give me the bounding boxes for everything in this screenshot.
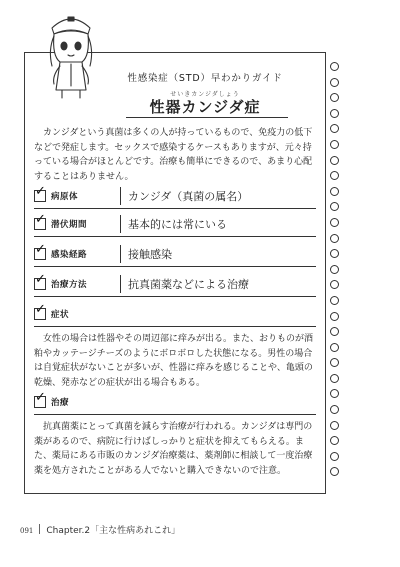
field-label: 潜伏期間 <box>51 220 88 230</box>
field-underline <box>34 236 316 237</box>
check-icon: ✓ <box>35 272 46 287</box>
check-icon: ✓ <box>35 302 46 317</box>
nurse-mascot-illustration <box>38 6 104 102</box>
check-icon: ✓ <box>35 242 46 257</box>
field-value: 抗真菌薬などによる治療 <box>128 278 249 291</box>
page-title: 性器カンジダ症 <box>149 98 261 116</box>
section-header-treatment <box>34 390 316 416</box>
field-value: 接触感染 <box>128 248 172 261</box>
chapter-title: Chapter.2「主な性病あれこれ」 <box>46 526 181 536</box>
field-label: 治療方法 <box>51 280 88 290</box>
section-underline <box>34 414 316 415</box>
footer-divider <box>39 524 40 534</box>
symptoms-paragraph: 女性の場合は性器やその周辺部に痒みが出る。また、おりものが酒粕やカッテージチーズのようにボロボロした状態になる。男性の場合は自覚症状がないことが多いが、性器に痒みを感じることや、亀頭の乾燥、発赤などの症状が出る場合もある。 <box>34 334 314 388</box>
treatment-paragraph: 抗真菌薬にとって真菌を減らす治療が行われる。カンジダは専門の薬があるので、病院に行けばしっかりと症状を抑えてもらえる。また、薬局にある市販のカンジダ治療薬は、薬剤師に相談して一度治療薬を処方されたことがある人でないと購入できないので注意。 <box>34 422 313 476</box>
field-divider <box>120 245 121 263</box>
field-underline <box>34 296 316 297</box>
page-footer <box>20 523 180 536</box>
field-value: 基本的には常にいる <box>128 218 227 231</box>
field-divider <box>120 187 121 205</box>
field-underline <box>34 208 316 209</box>
field-divider <box>120 215 121 233</box>
check-icon: ✓ <box>35 390 46 405</box>
field-row-transmission <box>34 242 316 268</box>
section-label: 治療 <box>51 398 70 408</box>
title-underline <box>126 117 288 118</box>
section-header-symptoms <box>34 302 316 328</box>
intro-paragraph: カンジダという真菌は多くの人が持っているもので、免疫力の低下などで発症します。セックスで感染するケースもありますが、元々持っている場合がほとんどです。治療も簡単にできるので、あまり心配することはありません。 <box>34 128 313 182</box>
field-row-pathogen <box>34 184 316 210</box>
field-label: 病原体 <box>51 192 79 202</box>
field-value: カンジダ（真菌の属名） <box>128 190 249 203</box>
page-number: 091 <box>20 527 34 535</box>
title-furigana: せいきカンジダしょう <box>170 91 240 98</box>
field-label: 感染経路 <box>51 250 88 260</box>
field-row-treatment-method <box>34 272 316 298</box>
section-label: 症状 <box>51 310 70 320</box>
field-row-incubation <box>34 212 316 238</box>
check-icon: ✓ <box>35 212 46 227</box>
check-icon: ✓ <box>35 184 46 199</box>
spiral-binding <box>330 62 344 483</box>
field-divider <box>120 275 121 293</box>
field-underline <box>34 266 316 267</box>
section-underline <box>34 326 316 327</box>
guide-subtitle: 性感染症（STD）早わかりガイド <box>127 73 283 84</box>
